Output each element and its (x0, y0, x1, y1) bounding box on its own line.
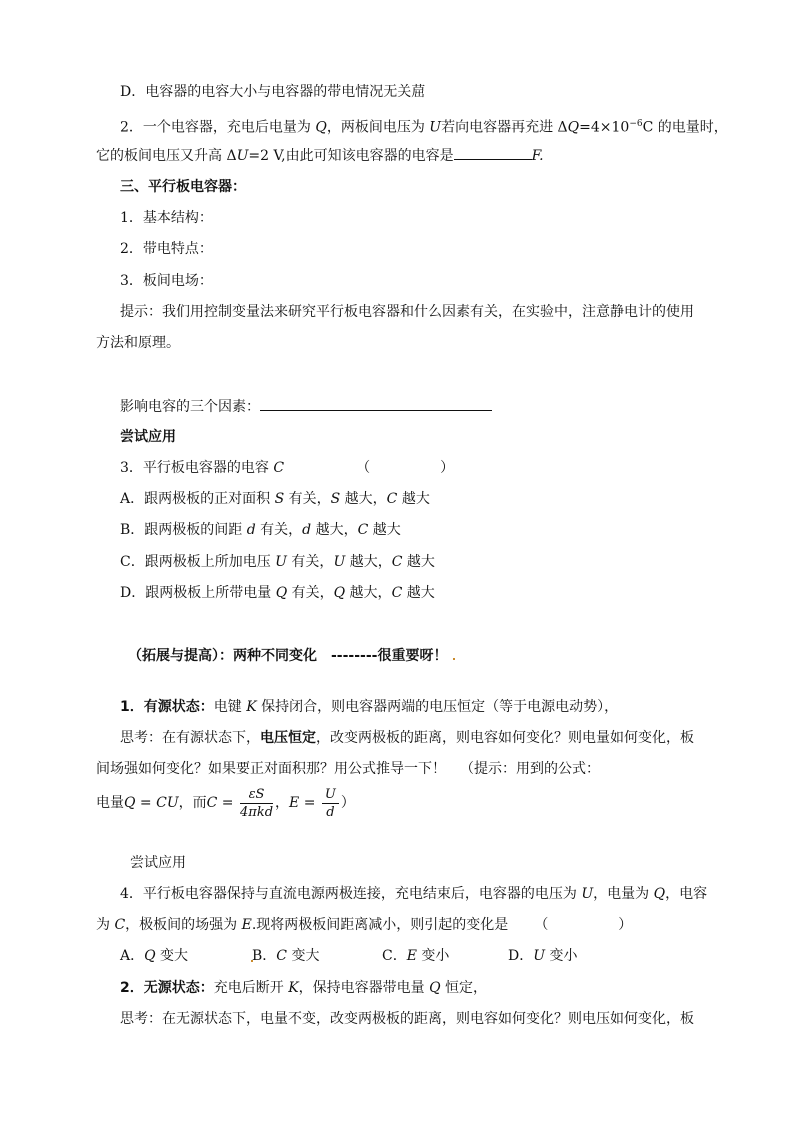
try-apply-heading: 尝试应用 (120, 429, 176, 445)
charge-features: 2．带电特点： (120, 241, 213, 257)
powered-state: 1．有源状态：电键 K 保持闭合，则电容器两端的电压恒定（等于电源电动势）， (120, 699, 619, 715)
option-4a: A．Q 变大 (120, 948, 189, 964)
capacitance-fraction: $\frac{\varepsilon S}{\text{4πkd}}$ (240, 786, 274, 820)
answer-blank[interactable] (454, 145, 532, 160)
unpowered-state: 2．无源状态：充电后断开 K，保持电容器带电量 Q 恒定， (120, 980, 488, 996)
question-2-line-2: 它的板间电压又升高 ΔU=2 V,由此可知该电容器的电容是 F. (96, 145, 544, 166)
formula-line: 电量Q = CU，而C = $\frac{\varepsilon S}{\text{4πkd}}$ ，E = $\frac{U}{d}$ ） (96, 786, 355, 820)
question-4-line-1: 4．平行板电容器保持与直流电源两极连接，充电结束后，电容器的电压为 U，电量为 Q，电容 (120, 886, 708, 902)
factors-line: 影响电容的三个因素： (120, 396, 492, 417)
think-1-line-1: 思考：在有源状态下，电压恒定，改变两极板的距离，则电容如何变化？则电量如何变化，板 (120, 730, 694, 746)
option-d-line: D．电容器的电容大小与电容器的带电情况无关䓛 (120, 84, 426, 100)
option-3b: B．跟两极板的间距 d 有关，d 越大，C 越大 (120, 522, 401, 538)
question-3: 3．平行板电容器的电容 C （ ） (120, 460, 455, 476)
think-1-line-2: 间场强如何变化？如果要正对面积那？用公式推导一下！ （提示：用到的公式： (96, 761, 600, 777)
option-3a: A．跟两极板的正对面积 S 有关，S 越大，C 越大 (120, 491, 430, 507)
factors-blank[interactable] (260, 396, 492, 411)
extension-heading: （拓展与提高）：两种不同变化 --------很重要呀！ (128, 646, 455, 666)
tip-line-1: 提示：我们用控制变量法来研究平行板电容器和什么因素有关，在实验中，注意静电计的使用 (120, 304, 694, 320)
stray-mark (453, 658, 455, 660)
option-4d: D．U 变小 (508, 948, 578, 964)
section-heading: 三、平行板电容器： (120, 179, 246, 195)
question-2-line-1: 2．一个电容器，充电后电量为 Q，两板间电压为 U若向电容器再充进 $\Delta Q=4\times 10^{-6}C$ 的电量时， (120, 119, 728, 136)
question-4-line-2: 为 C，极板间的场强为 E.现将两极板间距离减小，则引起的变化是 （ ） (96, 917, 633, 933)
answer-paren[interactable]: （ ） (356, 460, 455, 476)
answer-paren-4[interactable]: （ ） (534, 917, 633, 933)
tip-line-2: 方法和原理。 (96, 335, 180, 351)
option-3c: C．跟两极板上所加电压 U 有关，U 越大，C 越大 (120, 554, 435, 570)
option-4c: C．E 变小 (382, 948, 450, 964)
field-fraction: $\frac{U}{d}$ (322, 786, 339, 821)
field-between-plates: 3．板间电场： (120, 273, 213, 289)
think-2-line-1: 思考：在无源状态下，电量不变，改变两极板的距离，则电容如何变化？则电压如何变化，板 (120, 1011, 694, 1027)
basic-structure: 1．基本结构： (120, 210, 213, 226)
try-apply-2: 尝试应用 (130, 855, 186, 871)
option-3d: D．跟两极板上所带电量 Q 有关，Q 越大，C 越大 (120, 585, 435, 601)
option-4b: B．C 变大 (252, 948, 320, 964)
